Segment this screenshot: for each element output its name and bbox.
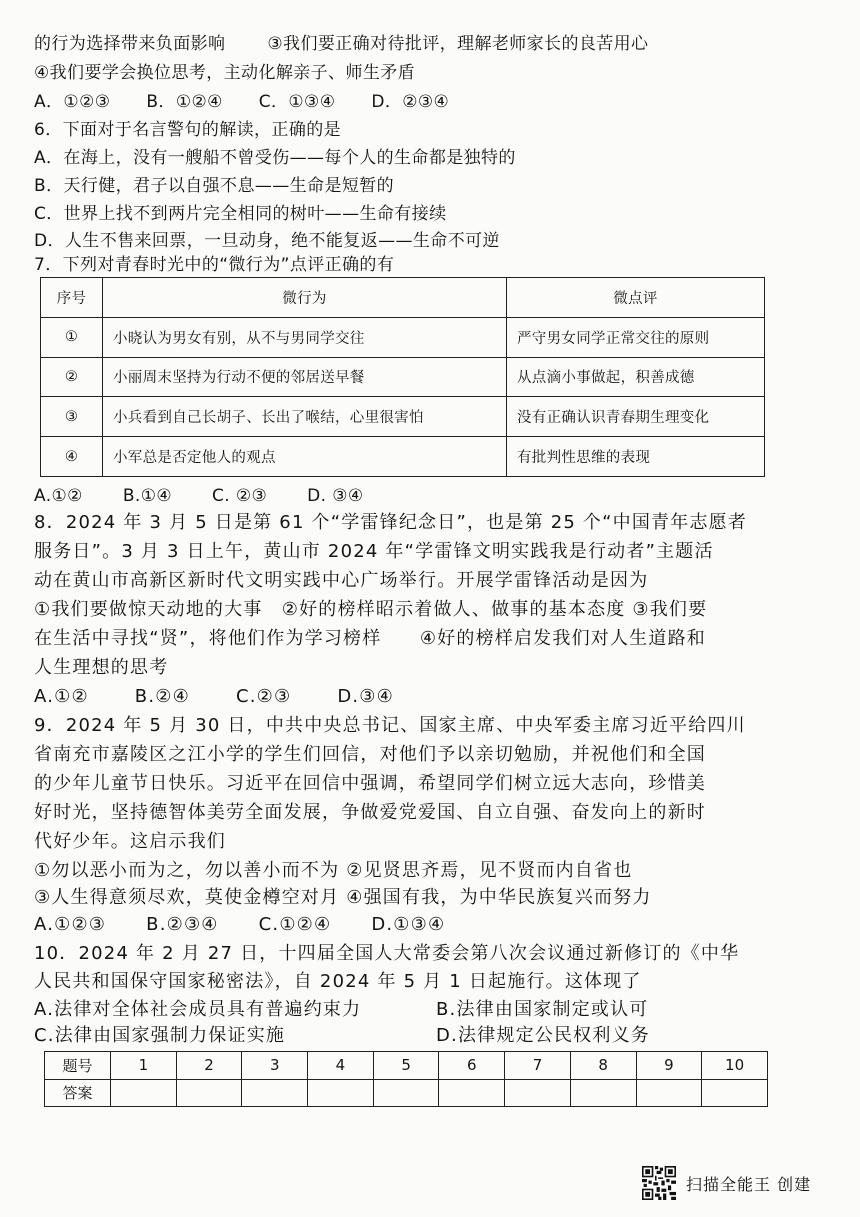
- q7-table-header: [41, 278, 765, 318]
- table-row: [41, 397, 765, 437]
- q7-table: [40, 277, 765, 477]
- q5-choice-b: B．①②④: [146, 92, 223, 112]
- q5-choices: [34, 90, 449, 114]
- q10-line: 人民共和国保守国家秘密法》，自 2024 年 5 月 1 日起施行。这体现了: [34, 971, 642, 992]
- q10-choice-a: A.法律对全体社会成员具有普遍约束力: [34, 999, 362, 1020]
- row-index: ③: [41, 397, 103, 437]
- q7-choices: [34, 484, 364, 508]
- question-number: 4: [308, 1052, 374, 1080]
- question-number: 3: [242, 1052, 308, 1080]
- qr-code-icon: [642, 1166, 676, 1200]
- table-row: [41, 357, 765, 397]
- q6-option-d: D．人生不售来回票，一旦动身，绝不能复返——生命不可逆: [34, 231, 500, 251]
- question-number: 9: [636, 1052, 702, 1080]
- q7-choice-d: D. ③④: [307, 486, 364, 506]
- row-comment: 有批判性思维的表现: [507, 437, 765, 477]
- q9-choice-b: B.②③④: [146, 914, 219, 935]
- line-q5-tail: [34, 32, 648, 56]
- answer-table-number-row: [45, 1052, 768, 1080]
- q8-line: ①我们要做惊天动地的大事 ②好的榜样昭示着做人、做事的基本态度 ③我们要: [34, 599, 708, 620]
- question-number: 1: [111, 1052, 177, 1080]
- q6-option-a: A．在海上，没有一艘船不曾受伤——每个人的生命都是独特的: [34, 148, 516, 168]
- table-row: [41, 317, 765, 357]
- row-behavior: 小兵看到自己长胡子、长出了喉结，心里很害怕: [103, 397, 507, 437]
- q6-option-b: B．天行健，君子以自强不息——生命是短暂的: [34, 176, 395, 196]
- answer-table: [44, 1051, 768, 1107]
- q5-option-3: ③我们要正确对待批评，理解老师家长的良苦用心: [267, 34, 649, 54]
- row-behavior: 小军总是否定他人的观点: [103, 437, 507, 477]
- answer-cell[interactable]: [636, 1079, 702, 1107]
- q8-line: 8．2024 年 3 月 5 日是第 61 个“学雷锋纪念日”，也是第 25 个“中国青年志愿者: [34, 512, 748, 533]
- q7-stem: 7．下列对青春时光中的“微行为”点评正确的有: [34, 255, 395, 275]
- table-row: [41, 437, 765, 477]
- question-number: 10: [702, 1052, 768, 1080]
- q8-choice-a: A.①②: [34, 686, 89, 707]
- question-number: 8: [570, 1052, 636, 1080]
- header-index: 序号: [41, 278, 103, 318]
- q10-choice-d: D.法律规定公民权利义务: [436, 1025, 650, 1046]
- answer-cell[interactable]: [111, 1079, 177, 1107]
- q10-choice-b: B.法律由国家制定或认可: [436, 999, 649, 1020]
- answer-label: 答案: [45, 1079, 111, 1107]
- q9-line: 代好少年。这启示我们: [34, 831, 226, 852]
- q5-choice-c: C．①③④: [258, 92, 336, 112]
- q9-line: 9．2024 年 5 月 30 日，中共中央总书记、国家主席、中央军委主席习近平给四川: [34, 715, 746, 736]
- q9-choice-a: A.①②③: [34, 914, 107, 935]
- q10-line: 10．2024 年 2 月 27 日，十四届全国人大常委会第八次会议通过新修订的《中华: [34, 943, 740, 964]
- q7-choice-b: B.①④: [122, 486, 172, 506]
- answer-cell[interactable]: [439, 1079, 505, 1107]
- row-comment: 严守男女同学正常交往的原则: [507, 317, 765, 357]
- q8-choice-c: C.②③: [235, 686, 292, 707]
- q5-choice-a: A．①②③: [34, 92, 111, 112]
- scanner-watermark: [642, 1165, 811, 1201]
- row-index: ①: [41, 317, 103, 357]
- q9-line: 省南充市嘉陵区之江小学的学生们回信，对他们予以亲切勉励，并祝他们和全国: [34, 744, 706, 765]
- q9-line: 的少年儿童节日快乐。习近平在回信中强调，希望同学们树立远大志向，珍惜美: [34, 773, 706, 794]
- answer-table-answer-row: [45, 1079, 768, 1107]
- answer-cell[interactable]: [176, 1079, 242, 1107]
- question-number-label: 题号: [45, 1052, 111, 1080]
- row-comment: 没有正确认识青春期生理变化: [507, 397, 765, 437]
- q7-choice-a: A.①②: [34, 486, 83, 506]
- answer-cell[interactable]: [373, 1079, 439, 1107]
- q8-line: 人生理想的思考: [34, 657, 169, 678]
- question-number: 7: [505, 1052, 571, 1080]
- answer-cell[interactable]: [308, 1079, 374, 1107]
- q9-choice-d: D.①③④: [371, 914, 446, 935]
- watermark-text: 扫描全能王 创建: [686, 1174, 812, 1194]
- q9-line: ①勿以恶小而为之，勿以善小而不为 ②见贤思齐焉，见不贤而内自省也: [34, 860, 633, 881]
- q9-line: 好时光，坚持德智体美劳全面发展，争做爱党爱国、自立自强、奋发向上的新时: [34, 802, 706, 823]
- q9-choice-c: C.①②④: [258, 914, 332, 935]
- header-comment: 微点评: [507, 278, 765, 318]
- answer-cell[interactable]: [242, 1079, 308, 1107]
- q9-line: ③人生得意须尽欢，莫使金樽空对月 ④强国有我，为中华民族复兴而努力: [34, 887, 652, 908]
- q6-option-c: C．世界上找不到两片完全相同的树叶——生命有接续: [34, 204, 447, 224]
- question-number: 5: [373, 1052, 439, 1080]
- header-behavior: 微行为: [103, 278, 507, 318]
- q5-choice-d: D．②③④: [371, 92, 450, 112]
- q5-text-part: 的行为选择带来负面影响: [34, 34, 226, 54]
- q8-choice-d: D.③④: [337, 686, 394, 707]
- question-number: 6: [439, 1052, 505, 1080]
- answer-cell[interactable]: [570, 1079, 636, 1107]
- q8-line: 服务日”。3 月 3 日上午，黄山市 2024 年“学雷锋文明实践我是行动者”主题活: [34, 541, 714, 562]
- question-number: 2: [176, 1052, 242, 1080]
- q10-choice-c: C.法律由国家强制力保证实施: [34, 1025, 286, 1046]
- row-comment: 从点滴小事做起，积善成德: [507, 357, 765, 397]
- answer-cell[interactable]: [505, 1079, 571, 1107]
- row-index: ④: [41, 437, 103, 477]
- answer-cell[interactable]: [702, 1079, 768, 1107]
- row-index: ②: [41, 357, 103, 397]
- q6-stem: 6．下面对于名言警句的解读，正确的是: [34, 120, 342, 140]
- q8-choice-b: B.②④: [134, 686, 190, 707]
- q10-choices-row1: [34, 998, 361, 1022]
- row-behavior: 小晓认为男女有别，从不与男同学交往: [103, 317, 507, 357]
- q8-line: 动在黄山市高新区新时代文明实践中心广场举行。开展学雷锋活动是因为: [34, 570, 649, 591]
- q8-line: 在生活中寻找“贤”，将他们作为学习榜样 ④好的榜样启发我们对人生道路和: [34, 628, 706, 649]
- q5-option-4: ④我们要学会换位思考，主动化解亲子、师生矛盾: [34, 63, 416, 83]
- q9-choices: [34, 913, 445, 937]
- q7-choice-c: C. ②③: [211, 486, 268, 506]
- q8-choices: [34, 685, 394, 709]
- row-behavior: 小丽周末坚持为行动不便的邻居送早餐: [103, 357, 507, 397]
